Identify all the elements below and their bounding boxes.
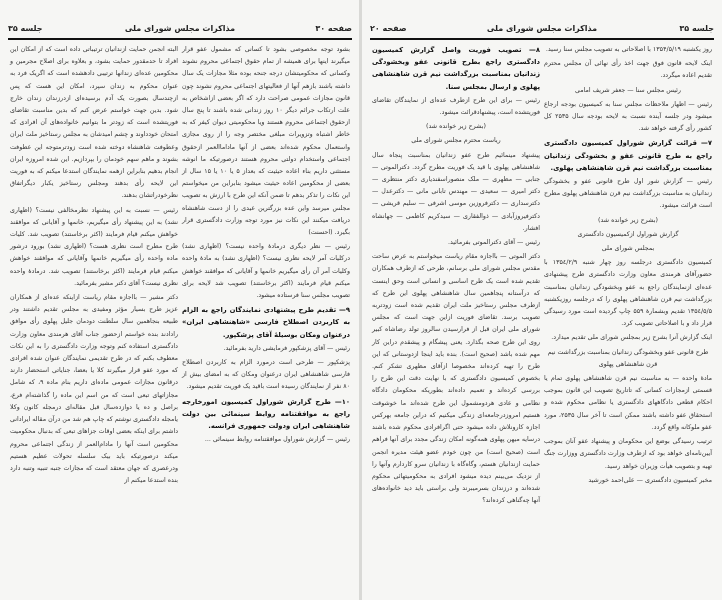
left-page-left-column <box>10 44 178 489</box>
paragraph: طرح قانونی عفو وبخشودگی زندانیان بمناسبت بزرگداشت نیم قرن شاهنشاهی پهلوی <box>547 348 709 368</box>
section-heading: ۸— تصویب فوریت واصل گزارش کمیسیون دادگستری راجع بطرح قانونی عفو وبخشودگی زندانیان بمناسبت بزرگداشت نیم قرن شاهنشاهی پهلوی و ارسال بمجلس سنا. <box>372 46 540 91</box>
right-page-right-column <box>544 44 712 489</box>
section-heading: ۹— تقدیم طرح پیشنهادی نمایندگان راجع به الزام به کاربردن اصطلاح فارسی «شاهنشاهی ایران» درعنوان ومکان بوسیلهٔ آقای پزشکپور. <box>182 306 350 339</box>
paragraph: رئیس مجلس سنا — جعفر شریف امامی <box>575 86 681 94</box>
paragraph: اینک لایحه قانون فوق جهت اخذ رأی نهائی آن مجلس محترم تقدیم اعاده میگردد. <box>544 60 712 80</box>
header-rule <box>8 38 352 40</box>
paragraph: پیشنهاد مینمائیم طرح عفو زندانیان بمناسبت پنجاه سال شاهنشاهی پهلوی با قید یک فوریت مطرح گردد. دکترالموتی — جنابی — مظهری — ملک منصوراسفندیاری دکتر منتظری — دکتر امیری — سعیدی — مهندس تابانی مانی — دکترعدل — دکترسداری — دکترفروزین موسی اشرفی — سلیم قریشی — دکترفیروزآبادی — ذوالفقاری — سیدکریم کاظمی — جهانشاه افشار. <box>372 151 540 232</box>
paragraph: دکتر مشیر — بااجازه مقام ریاست ازاینکه عده‌ای از همکاران عزیز طرح بسیار مؤثر ومفیدی به مجلس تقدیم داشتند ودر طبیعه بنجاهمین سال سلطنت دودمان جلیل پهلوی رأی موافق رادادند بنده خواستم ازحضور جناب آقای هرمندی معاون وزارت دادگستری استفاده کنم وتوجه وزارت دادگستری را به این نکات معطوف بکنم که در طرح تقدیمی نمایندگان عنوان شده افرادی که مورد عفو قرار میگیرند کلا یا بعضا، جنایاتی استحضار دارند درقانون مجازات عمومی ماده‌ای داریم بنام ماده ۹، که شامل مجازاتهای تبعی است که من اسم این ماده را گذاشته‌ام فرع، براصل و ده یا دوازده‌سال قبل مقاله‌ای درمجله کانون وکلا یامجله دادگستری نوشتم که چاپ هم شد من درآن مقاله ایرادانی داشتم برای اینکه بعضی اوقات جزاهای تبعی که بدنبال محکومیت محکومین است آنها را مادام‌العمر از زندگی اجتماعی محروم میکند درصورتیکه باید بیک سلسله تحولات عظیم هستیم ودرعصری که جهان معتقد است که مجازات جنبه تنبیه وتنبه دارد بنده استدعا میکنم از <box>10 294 178 485</box>
right-page <box>362 0 722 600</box>
paragraph: مخبر کمیسیون دادگستری — علی‌احمد خورشید <box>588 476 712 484</box>
paragraph: رئیس — نظر دیگری درمادهٔ واحده نیست؟ (اظهاری نشد) درکلیات آمر لایحه نظری نیست؟ (اظهاری نشد) به مادهٔ واحده وکلیات آمر آن رأی میگیریم خانمها و آقایانی که موافقند خواهش میکنم قیام فرمایند (اکثر برخاستند) تصویب شد لایحه برای تصویب مجلس سنا فرستاده میشود. <box>182 243 350 300</box>
left-page-header <box>8 24 352 36</box>
page-number: صفحه ۳۰ <box>315 24 352 33</box>
paragraph: (بشرح زیر خوانده شد) <box>426 123 486 131</box>
header-rule <box>370 38 714 40</box>
paragraph: (بشرح زیر خوانده شد) <box>598 216 658 224</box>
right-page-left-column <box>372 44 540 510</box>
running-title: مذاکرات مجلس شورای ملی <box>124 24 236 33</box>
section-heading: ۷— قرائت گزارش شوراول کمیسیون دادگستری راجع به طرح قانونی عفو و بخشودگی زندانیان بمناسبت بزرگداشت نیم قرن شاهنشاهی پهلوی. <box>544 139 712 172</box>
left-page <box>0 0 360 600</box>
paragraph: رئیس — گزارش شور اول طرح قانونی عفو و بخشودگی زندانیان به مناسبت بزرگداشت نیم قرن شاهنشاهی پهلوی مطرح است قرائت میشود. <box>544 178 712 210</box>
right-page-header <box>370 24 714 36</box>
paragraph: اینک گزارش آنرا بشرح زیر بمجلس شورای ملی تقدیم میدارد. <box>551 334 712 342</box>
paragraph: ترتیب رسیدگی بوضع این محکومان و پیشنهاد عفو آنان بموجب آیین‌نامه‌ای خواهد بود که ازطرف وزارت دادگستری ووزارت جنگ تهیه و بتصویب هیأت وزیران خواهد رسید. <box>544 438 712 470</box>
paragraph: پزشکپور — طرحی است درمورد الزام به کاربردن اصطلاح فارسی شاهنشاهی ایران درعنوان ومکان که به امضای بیش از ۸۰ نفر از نمایندگان رسیده است باقید یک فوریت تقدیم میشود. <box>182 359 350 391</box>
paragraph: البته انجمن حمایت ازندانیان ترتیباتی داده است که از امکان این افراد تا حدمقدور حمایت بشود، و بعلاوه برای اصلاح مجرمین و محکومین عده‌ای زندانها ترتیبی دادهشده است که اگریک فرد به عنوان محکوم به زندان سپرد، امکان این هست که پس ازچندسال بصورت یک آدم برسیده‌ای ازدرزندان زندان خارج شود. بدین جهت خواستم عرض کنم که بدین مناسبت تقاضای فوریتشده است که زودتر ما بتوانیم خانواده‌های آن افرادی که امتحان خودداوند و چشم امیدشان به مجلس رستاخیز ملت ایران وعطوفت شاهنشاه دوخته شده است زودترمتوجه این عطوفت بشوند و ماهم سهم خودمان را بپردازیم. این شده امروزه ایران انجام بدهیم بنابراین ازهمه نمایندگان استدعا میکنم که به فوریت این لایحه رأی بدهند ومجلس رستاخیز یکبار دیگراتفاق نظرخودراتشان بدهند. <box>10 46 178 200</box>
session-number: جلسه ۳۵ <box>679 24 714 33</box>
paragraph: رئیس — آقای دکترالموتی بفرمائید. <box>447 239 540 247</box>
paragraph: رئیس — آقای پزشکپور فرمایشی دارید بفرمائید. <box>223 344 350 352</box>
section-heading: ۱۰— طرح گزارش شوراول کمیسیون امورخارجه راجع به موافقتنامه روابط سینمائی بین دولت شاهنشاهی ایران ودولت جمهوری فرانسه. <box>182 397 350 431</box>
paragraph: دکتر الموتی — بااجازه مقام ریاست میخواستم به عرض ساحت مقدس مجلس شورای ملی برسانم، طرحی که ازطرف همکاران تقدیم شده است یک طرح اساسی و انسانی است وحق اینست که درآستانه پنجاهمین سال شاهنشاهی پهلوی این طرح که ازطرف مجلس رستاخیز ملت ایران تقدیم شده است زودتربه تصویب برسد. تقاضای فوریت ازاین جهت است که مجلس شورای ملی ایران قبل از فرارسیدن سالروز تولد رضاشاه کبیر روی این طرح صحه بگذارد. یعنی پیشگام و پیشقدم دراین کار مهم شده باشد (صحیح است). بنده باید اینجا ازدوستانی که این طرح را تهیه کرده‌اند مخصوصا ازآقای مظهری تشکر کنم. بخصوص کمیسیون دادگستری که با نهایت دقت این طرح را بررسی کرده‌اند و تعمیم داده‌اند بطوریکه محکومان دادگاه نظامی و عادی هردومشمول این طرح شده‌اند ما خوشوقت هستیم امروزدرجامعه‌ای زندگی میکنیم که دراین جامعه بهرکس اجازه کارونلاش داده میشود حتی اگرافرادی محکوم شده باشند درسایه میهن پهلوی همه‌گونه امکان زندگی مجدد برای آنها فراهم است (صحیح است) من چون خودم عضو هیئت مدیره انجمن حمایت ازندانیان هستم، وگاه‌گاه با زندانیان سرو کاردارم وآنها را از نزدیک می‌بینم دیده میشود افرادی به محکومیتهائی محکوم شده‌اند و درزندان بسرمیبرند ولی براستی باید دید خانواده‌های آنها چه‌گناهی کرده‌اند؟ <box>372 253 540 505</box>
paragraph: گزارش شوراول ازکمیسیون دادگستری <box>577 230 679 238</box>
paragraph: رئیس — برای این طرح ازطرف عده‌ای از نمایندگان تقاضای فوریتشده است، پیشنهادقرائت میشود. <box>372 96 540 117</box>
paragraph: رئیس — نسبت به این پیشنهاد نظرمخالفی نیست؟ (اظهاری نشد) به این پیشنهاد رأی میگیریم، خانمها و آقایانی که موافقند خواهش میکنم قیام فرمایند (اکثر برخاستند) تصویب شد. کلیات طرح مطرح است نظری هست؟ (اظهاری نشد) بورود درشور ماده واحده رأی میگیریم خانمها وآقایانی که موافقند خواهش میکنم قیام فرمایند (اکثر برخاستند) تصویب شد. درمادهٔ واحده نظری نیست؟ آقای دکتر مشیر بفرمائید. <box>10 206 178 287</box>
left-page-right-column <box>182 44 350 449</box>
page-number: صفحه ۲۰ <box>370 24 407 33</box>
paragraph: رئیس — گزارش شوراول موافقتنامه روابط سینمائی ... <box>204 436 350 444</box>
paragraph: ریاست محترم مجلس شورای ملی <box>411 137 501 145</box>
paragraph: بمجلس شورای ملی <box>601 245 655 253</box>
paragraph: روز یکشنبه ۱۳۵۴/۵/۱۹ با اصلاحاتی به تصویب مجلس سنا رسید. <box>545 46 712 53</box>
paragraph: بشود توجه مخصوصی بشود تا کسانی که مشمول عفو قرار میگیرند اینها برای همیشه از تمام حقوق اجتماعی محروم نشوند وکسانی که محکومیتشان درجه جنحه بوده مثلا مجازات یک سال داشته باشند بازهم آنها از فعالیتهای اجتماعی محروم نشوند چون قانون مجازات عمومی صراحت دارد که اگر بعضی ازاشخاص به علت ارتکاب جرائم دیگر ۱۰ روز زندانی شده باشند تا پنج سال ازحقوق اجتماعی محروم هستند ویا محکومیتی دیوان کیفر که به خاطر اشتباه وتزویرات مبلغی مختصر وجه را از روی مجازی واستعمال محکوم شده‌اند بعضی از آنها ماداماالعمر ازحقوق اجتماعی واستخدام دولتی محروم هستند درصورتیکه ما انوشه مستثنی داریم بناء اعاده حیثیت که بعداز ۵ یا ۱۰ یا ۱۵ سال از بعضی از محکومین اعاده حیثیت میشود بنابراین من میخواستم این نکات را تذکر بدهم تا ضمن آنکه این طرح با ارزش به تصویب مجلس میرسد واین عده بزرگترین عیدی را از دست شاهنشاه دریافت میکنند این نکات نیز مورد توجه وزارت دادگستری قرار بگیرد. (احسنت) <box>182 46 350 237</box>
paragraph: رئیس — اظهار ملاحظات مجلس سنا به کمیسیون بودجه ارجاع میشود ودر جلسه آینده نسبت به لایحه بودجه سال ۲۵۳۵ کل کشور رأی گرفته خواهد شد. <box>544 100 712 133</box>
paragraph: مادهٔ واحده — به مناسبت نیم قرن شاهنشاهی پهلوی تمام یا قسمتی ازمجازات کسانی که تاتاریخ تصویب این قانون بموجب احکام قطعی دادگاههای دادگستری یا نظامی محکوم شده و استحقاق عفو داشته باشند ممکن است تا آخر سال ۲۵۳۵، مورد عفو ملوکانه واقع گردد. <box>544 375 712 431</box>
paragraph: کمیسیون دادگستری درجلسه روز چهار شنبه ۱۳۵٤/۲/۹ با حضورآقای هرمندی معاون وزارت دادگستری طرح پیشنهادی عده‌ای ازنمایندگان راجع به عفو وبخشودگی زندانیان بمناسبت بزرگداشت نیم قرن شاهنشاهی پهلوی را که درجلسه روزیکشنبه ۱۳۵٤/۵/۵ تقدیم وبشمارهٔ ۵۵۹ چاپ گردیده است مورد رسیدگی قرار داد و با اصلاحاتی تصویب کرد. <box>544 259 712 328</box>
session-number: جلسه ۳۵ <box>8 24 43 33</box>
running-title: مذاکرات مجلس شورای ملی <box>486 24 598 33</box>
